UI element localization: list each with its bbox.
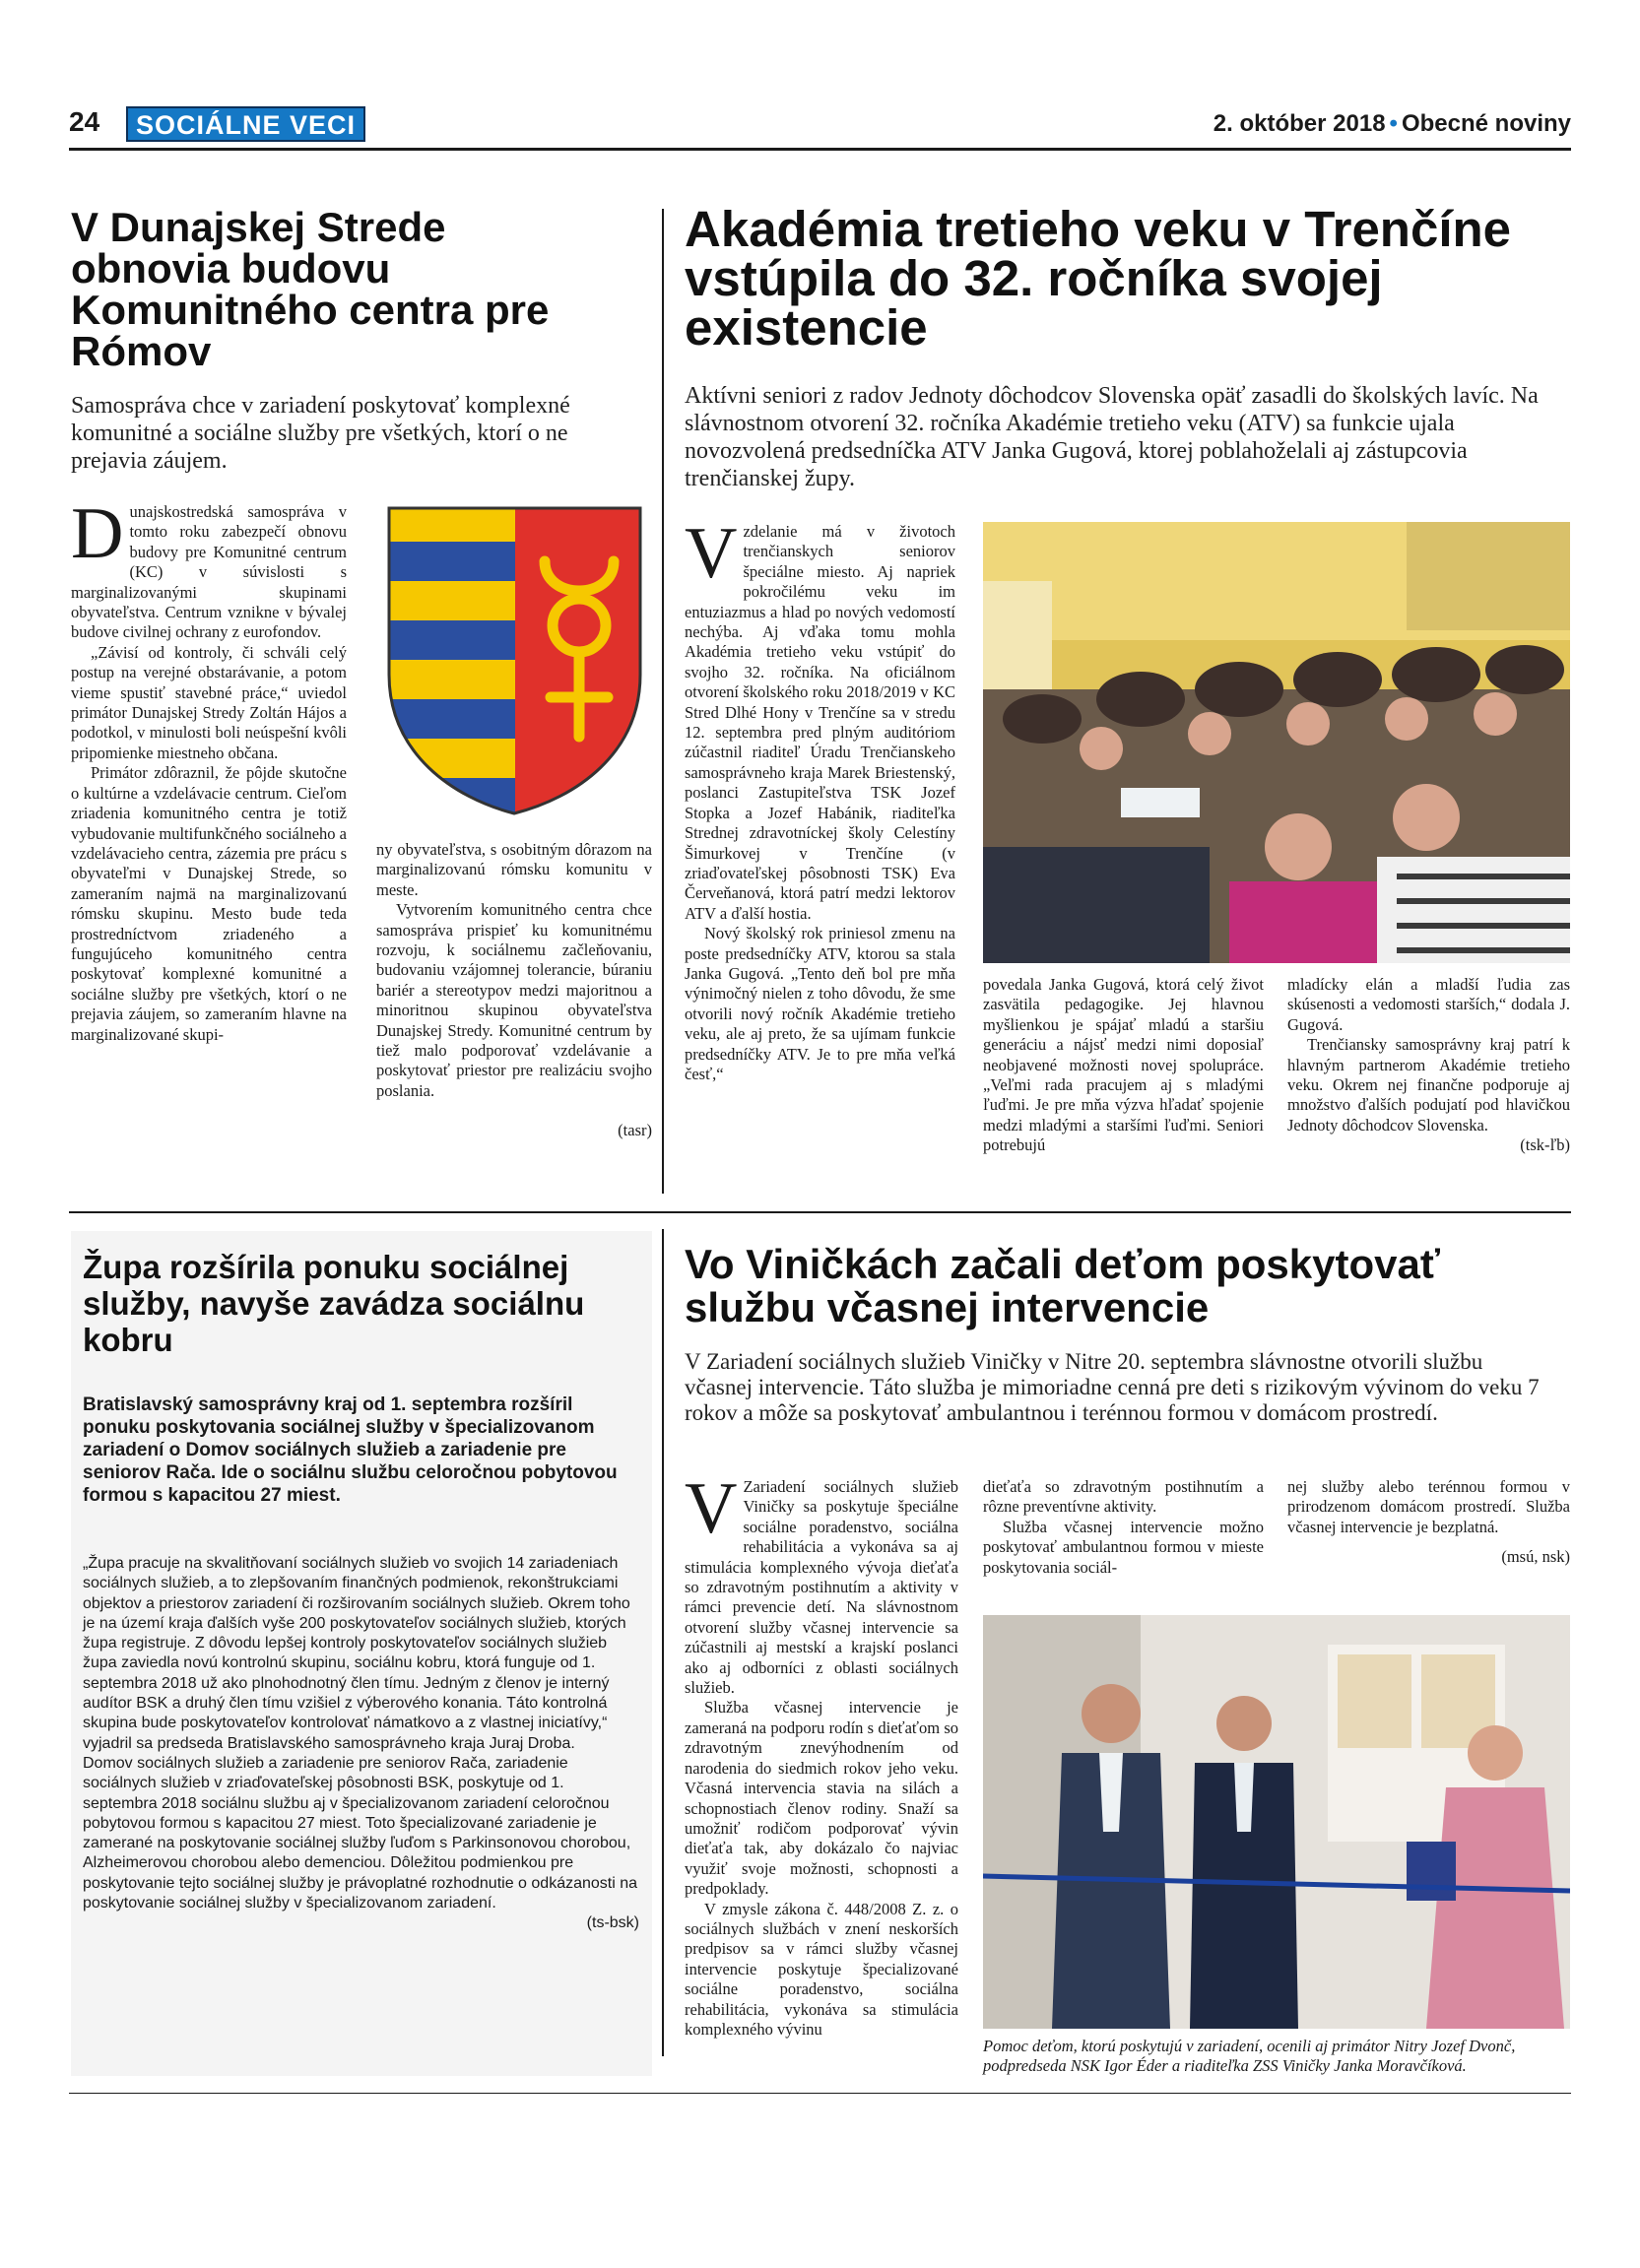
seniors-audience-photo [983, 522, 1570, 963]
article2-column-3 [1287, 975, 1570, 1197]
article4-col2-p2: Služba včasnej intervencie možno poskytovať ambulantnou formou v mieste poskytovania sociál- [983, 1517, 1264, 1577]
page-number: 24 [69, 106, 100, 137]
article3-lead: Bratislavský samosprávny kraj od 1. septembra rozšíril ponuku poskytovania sociálnej služby v špecializovanom zariadení o Domov sociálnych služieb a zariadenie pre seniorov Rača. Ide o sociálnu službu celoročnou pobytovou formou s kapacitou 27 miest. [83, 1394, 618, 1506]
audience-photo-svg [983, 522, 1570, 963]
article2-lead: Aktívni seniori z radov Jednoty dôchodcov Slovenska opäť zasadli do školských lavíc. Na slávnostnom otvorení 32. ročníka Akadémie tretieho veku (ATV) sa funkcie ujala novozvolená predsedníčka ATV Janka Gugová, ktorej poblahoželali aj zástupcovia trenčianskej župy. [685, 383, 1539, 491]
article2-col1-p2: Nový školský rok priniesol zmenu na poste predsedníčky ATV, ktorou sa stala Janka Gugová. „Tento deň bol pre mňa výnimočný nielen z toho dôvodu, že sme otvorili nový ročník Akadémie tretieho veku, ale aj preto, že sa ujímam funkcie predsedníčky ATV. Je to pre mňa veľká česť,“ [685, 924, 955, 1083]
article2-col1-p1: zdelanie má v životoch trenčianskych seniorov špeciálne miesto. Aj napriek pokročilému veku im entuziazmus a hlad po nových vedomostí nechýba. Aj vďaka tomu mohla Akadémia tretieho veku vstúpiť do svojho 32. ročníka. Na oficiálnom otvorení školského roku 2018/2019 v KC Stred Dlhé Hony v Trenčíne sa v stredu 12. septembra pred plným auditóriom zúčastnil riaditeľ Úradu Trenčianskeho samosprávneho kraja Marek Briestenský, poslanci Zastupiteľstva TSK Jozef Stopka a Jozef Habánik, riaditeľka Strednej zdravotníckej školy Celestíny Šimurkovej v Trenčíne (v zriaďovateľskej pôsobnosti TSK) Eva Červeňanová, ktorá patrí medzi lektorov ATV a ďalší hostia. [685, 522, 955, 923]
article2-dropcap: V [685, 513, 738, 594]
article4-col3-p1: nej služby alebo terénnou formou v prirodzenom domácom prostredí. Služba včasnej intervencie je bezplatná. [1287, 1477, 1570, 1536]
article3-body-p2: Domov sociálnych služieb a zariadenie pre seniorov Rača, zariadenie sociálnych služieb v zriaďovateľskej pôsobnosti BSK, poskytuje od 1. septembra 2018 sociálnu službu aj v špecializovanom zariadení celoročnou pobytovou formou s kapacitou 27 miest. Toto špecializované zariadenie je zamerané na poskytovanie sociálnej služby ľuďom s Parkinsonovou chorobou, Alzheimerovou chorobou alebo demenciou. Dôležitou podmienkou pre poskytovanie tejto sociálnej služby je právoplatné rozhodnutie o odkázanosti na poskytovanie sociálnej služby v špecializovanom zariadení. [83, 1754, 638, 1912]
article4-col2-p1: dieťaťa so zdravotným postihnutím a rôzne preventívne aktivity. [983, 1477, 1264, 1517]
article4-lead: V Zariadení sociálnych služieb Viničky v Nitre 20. septembra slávnostne otvorili službu včasnej intervencie. Táto služba je mimoriadne cenná pre deti s rizikovým vývinom do veku 7 rokov a môže sa poskytovať ambulantnou i terénnou formou v domácom prostredí. [685, 1349, 1540, 1425]
section-divider [69, 1211, 1571, 1213]
article1-column-2 [376, 840, 652, 1195]
article2-column-1 [685, 513, 955, 1201]
ribbon-photo-svg [983, 1615, 1570, 2029]
article1-title: V Dunajskej Strede obnovia budovu Komunitného centra pre Rómov [71, 204, 550, 374]
column-rule-bottom [662, 1229, 664, 2056]
page-header [69, 106, 1571, 142]
article4-photo-caption: Pomoc deťom, ktorú poskytujú v zariadení, ocenili aj primátor Nitry Jozef Dvonč, podpredseda NSK Igor Éder a riaditeľka ZSS Viničky Janka Moravčíková. [983, 2037, 1516, 2075]
article1-column-1 [71, 493, 347, 1192]
coat-of-arms-svg [379, 502, 650, 817]
separator-dot: • [1389, 110, 1398, 137]
article1-dropcap: D [71, 493, 124, 574]
article4-column-1 [685, 1468, 958, 2078]
article1-col1-p2: „Závisí od kontroly, či schváli celý postup na verejné obstarávanie, a potom vieme spustiť stavebné práce,“ uviedol primátor Dunajskej Stredy Zoltán Hájos a podotkol, v minulosti boli neúspešní kvôli pripomienke miestneho občana. [71, 642, 347, 762]
article2-title: Akadémia tretieho veku v Trenčíne vstúpila do 32. ročníka svojej existencie [685, 201, 1512, 356]
article4-column-2 [983, 1477, 1264, 1605]
article3-title: Župa rozšírila ponuku sociálnej služby, navyše zavádza sociálnu kobru [83, 1249, 585, 1358]
article3-body [83, 1554, 639, 2066]
article3-body-p1: „Župa pracuje na skvalitňovaní sociálnych služieb vo svojich 14 zariadeniach sociálnych služieb, a to zlepšovaním finančných podmienok, rekonštrukciami objektov a priestorov zariadení či rozširovaním sociálnych služieb. Okrem toho je na území kraja ďalších vyše 200 poskytovateľov sociálnych služieb, ktorých župa registruje. Z dôvodu lepšej kontroly poskytovateľov sociálnych služieb župa zaviedla novú kontrolnú skupinu, sociálnu kobru, ktorá funguje od 1. septembra 2018 už ako plnohodnotný člen tímu. Jedným z členov je interný audítor BSK a druhý člen tímu vzišiel z výberového konania. Táto kontrolná skupina bude poskytovateľov kontrolovať námatkovo a z vlastnej iniciatívy,“ vyjadril sa predseda Bratislavského samosprávneho kraja Juraj Droba. [83, 1555, 630, 1752]
article1-col2-p2: Vytvorením komunitného centra chce samospráva prispieť ku komunitnému rozvoju, k sociálnemu začleňovaniu, budovaniu vzájomnej tolerancie, búraniu bariér a stereotypov medzi majoritnou a minoritnou skupinou obyvateľstva Dunajskej Stredy. Komunitné centrum by tiež malo podporovať vzdelávanie a poskytovať priestor pre realizáciu svojho poslania. [376, 900, 652, 1100]
dateline [1214, 110, 1571, 138]
column-rule-top [662, 209, 664, 1194]
article4-dropcap: V [685, 1468, 738, 1549]
article2-col2-p1: povedala Janka Gugová, ktorá celý život zasvätila pedagogike. Jej hlavnou myšlienkou je spájať mladú a staršiu generáciu a nájsť medzi nimi doposiaľ neobjavené možnosti novej spolupráce. „Veľmi rada pracujem aj s mladými ľuďmi. Je pre mňa výzva hľadať spojenie medzi mladými a staršími ľuďmi. Seniori potrebujú [983, 975, 1264, 1155]
bottom-rule [69, 2093, 1571, 2094]
article2-col3-p2: Trenčiansky samosprávny kraj patrí k hlavným partnerom Akadémie tretieho veku. Okrem nej finančne podporuje aj množstvo ďalších podujatí pod hlavičkou Jednoty dôchodcov Slovenska. [1287, 1035, 1570, 1134]
section-label: SOCIÁLNE VECI [126, 106, 365, 142]
article1-col2-p1: ny obyvateľstva, s osobitným dôrazom na marginalizovanú rómsku komunitu v meste. [376, 840, 652, 899]
header-rule [69, 148, 1571, 151]
article1-col1-p1: unajskostredská samospráva v tomto roku zabezpečí obnovu budovy pre Komunitné centrum (KC) v súvislosti s marginalizovanými skupinami obyvateľstva. Centrum vznikne v bývalej budove civilnej ochrany z eurofondov. [71, 502, 347, 642]
article1-col1-p3: Primátor zdôraznil, že pôjde skutočne o kultúrne a vzdelávacie centrum. Cieľom zriadenia komunitného centra je totiž vybudovanie multifunkčného sociálneho a vzdelávacieho centra, zázemia pre prácu s obyvateľmi v Dunajskej Strede, so zameraním najmä na marginalizovanú rómsku skupinu. Mesto bude teda prostredníctvom zriadeného a fungujúceho komunitného centra poskytovať komplexné komunitné a sociálne služby pre všetkých, ktorí o ne prejavia záujem, so zameraním hlavne na marginalizované skupi- [71, 763, 347, 1044]
article4-signature: (msú, nsk) [1501, 1547, 1570, 1567]
article3-signature: (ts-bsk) [586, 1914, 639, 1932]
article2-col3-p1: mladícky elán a mladší ľudia zas skúsenosti a vedomosti starších,“ dodala J. Gugová. [1287, 975, 1570, 1034]
article4-column-3 [1287, 1477, 1570, 1605]
coat-of-arms-image [379, 502, 650, 817]
paper-name: Obecné noviny [1401, 110, 1571, 137]
article1-signature: (tasr) [618, 1121, 652, 1140]
issue-date: 2. október 2018 [1213, 110, 1386, 137]
article4-title: Vo Viničkách začali deťom poskytovať službu včasnej intervencie [685, 1241, 1440, 1330]
article2-column-2 [983, 975, 1264, 1197]
article4-col1-p1: Zariadení sociálnych služieb Viničky sa poskytuje špeciálne sociálne poradenstvo, sociálna rehabilitácia a vykonáva sa aj stimulácia komplexného vývoja dieťaťa so zdravotným postihnutím a aktivity v rámci prevencie detí. Na slávnostnom otvorení služby včasnej intervencie sa zúčastnili aj mestskí a krajskí poslanci ako aj odborníci z oblasti sociálnych služieb. [685, 1477, 958, 1698]
ribbon-cutting-photo [983, 1615, 1570, 2029]
article1-lead: Samospráva chce v zariadení poskytovať komplexné komunitné a sociálne služby pre všetkých, ktorí o ne prejavia záujem. [71, 393, 570, 474]
article2-signature: (tsk-ľb) [1520, 1135, 1570, 1155]
article4-col1-p3: V zmysle zákona č. 448/2008 Z. z. o sociálnych službách v znení neskorších predpisov sa v rámci služby včasnej intervencie poskytuje špecializované sociálne poradenstvo, sociálna rehabilitácia, vykonáva sa stimulácia komplexného vývinu [685, 1899, 958, 2039]
article4-col1-p2: Služba včasnej intervencie je zameraná na podporu rodín s dieťaťom so zdravotným znevýhodnením od narodenia do siedmich rokov jeho veku. Včasná intervencia stavia na silách a schopnostiach členov rodiny. Snaží sa umožniť rodičom podporovať vývin dieťaťa tak, aby dokázalo čo najviac využiť svoje možnosti, schopnosti a predpoklady. [685, 1698, 958, 1899]
